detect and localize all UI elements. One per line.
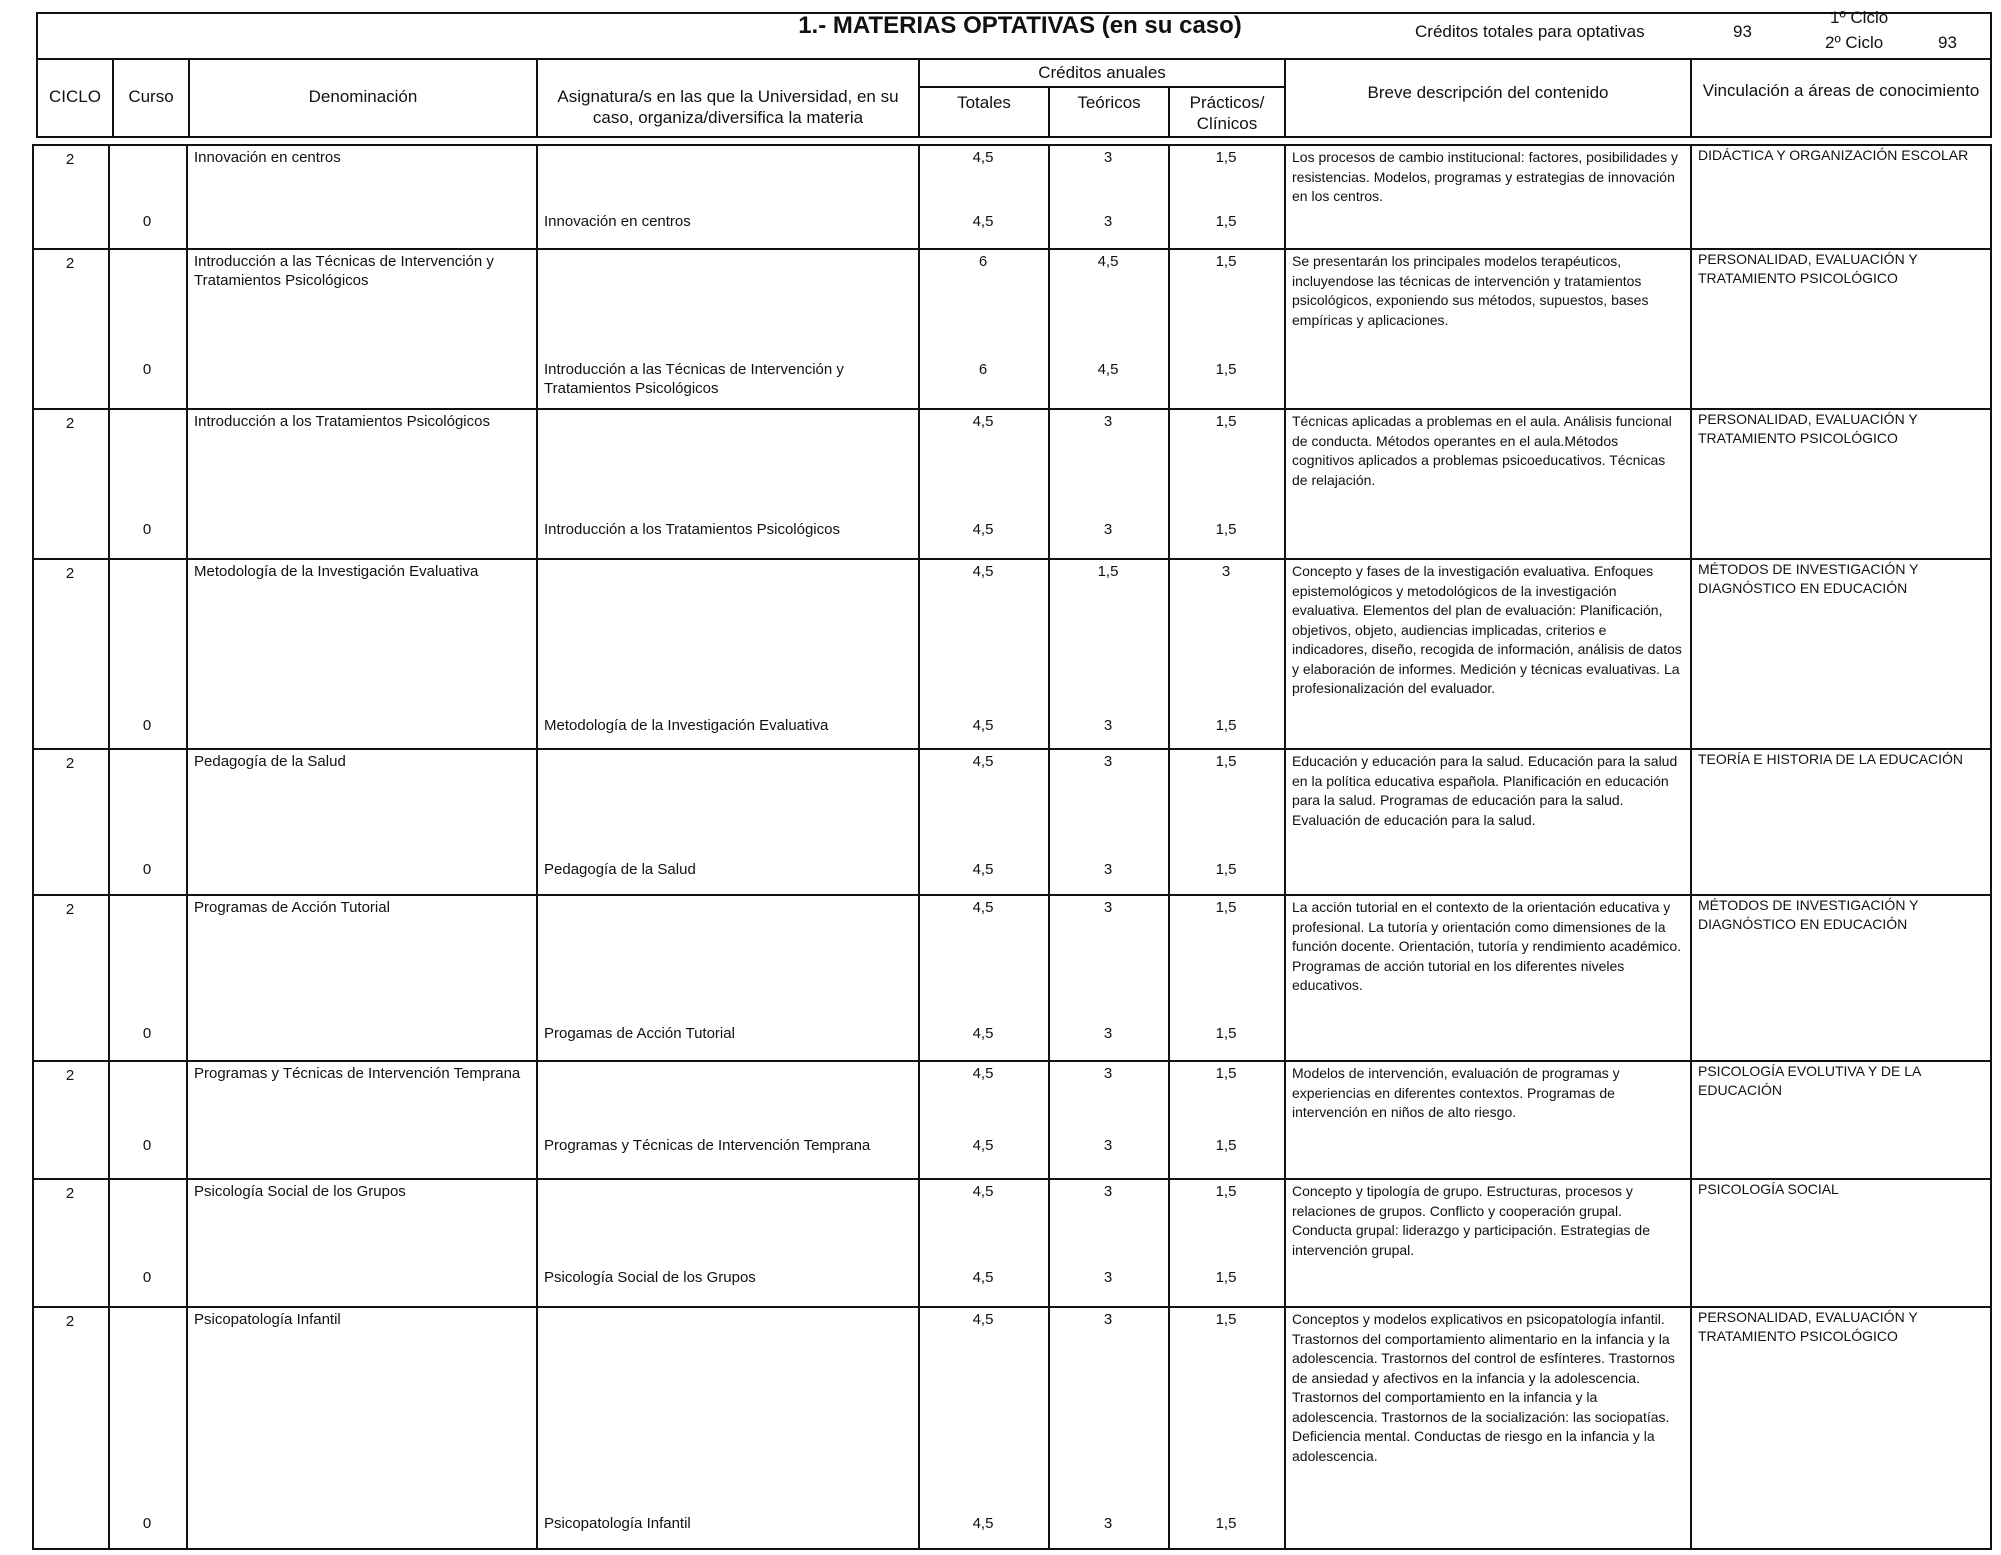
col-header-ciclo: CICLO xyxy=(49,87,101,106)
col-divider xyxy=(1284,748,1286,894)
sub-teoricos-cell: 3 xyxy=(1103,1137,1113,1154)
ciclo1-label: 1º Ciclo xyxy=(1830,8,1889,27)
curso-cell: 0 xyxy=(142,361,152,378)
col-divider xyxy=(1284,408,1286,558)
teoricos-cell: 3 xyxy=(1103,149,1113,166)
totales-cell: 4,5 xyxy=(972,753,994,770)
totales-cell: 4,5 xyxy=(972,1311,994,1328)
col-divider xyxy=(918,1306,920,1548)
col-divider xyxy=(186,894,188,1060)
descripcion-cell: Técnicas aplicadas a problemas en el aula. Análisis funcional de conducta. Métodos operantes en el aula.Métodos cognitivos aplicados a problemas psicoeducativos. Técnicas de relajación. xyxy=(1292,413,1672,488)
sub-teoricos-cell: 3 xyxy=(1103,521,1113,538)
sub-teoricos-cell: 4,5 xyxy=(1097,361,1119,378)
col-divider xyxy=(186,1306,188,1548)
denominacion-cell: Pedagogía de la Salud xyxy=(194,753,346,770)
curso-cell: 0 xyxy=(142,717,152,734)
table-row xyxy=(32,558,1992,748)
denominacion-cell: Psicopatología Infantil xyxy=(194,1311,341,1328)
col-divider xyxy=(1690,748,1692,894)
credits-total: 93 xyxy=(1733,22,1752,41)
curso-cell: 0 xyxy=(142,1025,152,1042)
denominacion-cell: Introducción a las Técnicas de Intervención y Tratamientos Psicológicos xyxy=(194,253,494,289)
descripcion-cell: Modelos de intervención, evaluación de programas y experiencias en diferentes contextos. Programas de intervención en niños de alto riesgo. xyxy=(1292,1065,1620,1120)
col-header-denominacion: Denominación xyxy=(308,87,418,106)
sub-totales-cell: 4,5 xyxy=(972,1137,994,1154)
sub-totales-cell: 4,5 xyxy=(972,861,994,878)
sub-teoricos-cell: 3 xyxy=(1103,1025,1113,1042)
col-divider xyxy=(1048,248,1050,408)
ciclo-cell: 2 xyxy=(65,1185,75,1202)
col-divider xyxy=(536,408,538,558)
teoricos-cell: 1,5 xyxy=(1097,563,1119,580)
table-row xyxy=(32,1060,1992,1178)
sub-practicos-cell: 1,5 xyxy=(1215,213,1237,230)
totales-cell: 4,5 xyxy=(972,1065,994,1082)
area-cell: PERSONALIDAD, EVALUACIÓN Y TRATAMIENTO PSICOLÓGICO xyxy=(1698,251,1918,286)
ciclo-cell: 2 xyxy=(65,255,75,272)
teoricos-cell: 3 xyxy=(1103,1311,1113,1328)
col-divider xyxy=(1284,1060,1286,1178)
practicos-cell: 1,5 xyxy=(1215,253,1237,270)
area-cell: MÉTODOS DE INVESTIGACIÓN Y DIAGNÓSTICO EN EDUCACIÓN xyxy=(1698,561,1919,596)
col-divider xyxy=(536,1060,538,1178)
col-divider xyxy=(108,1306,110,1548)
col-divider xyxy=(1690,1306,1692,1548)
col-divider xyxy=(1168,248,1170,408)
descripcion-cell: Concepto y tipología de grupo. Estructuras, procesos y relaciones de grupos. Conflicto y cooperación grupal. Conducta grupal: liderazgo y participación. Estrategias de intervención grupal. xyxy=(1292,1183,1650,1258)
descripcion-cell: Los procesos de cambio institucional: factores, posibilidades y resistencias. Modelos, programas y estrategias de innovación en los centros. xyxy=(1292,149,1678,204)
area-cell: PERSONALIDAD, EVALUACIÓN Y TRATAMIENTO PSICOLÓGICO xyxy=(1698,411,1918,446)
area-cell: PSICOLOGÍA EVOLUTIVA Y DE LA EDUCACIÓN xyxy=(1698,1063,1921,1098)
col-divider xyxy=(1048,1306,1050,1548)
ciclo-cell: 2 xyxy=(65,151,75,168)
col-divider xyxy=(1284,1306,1286,1548)
sub-practicos-cell: 1,5 xyxy=(1215,1269,1237,1286)
col-divider xyxy=(536,248,538,408)
col-divider xyxy=(536,144,538,248)
ciclo-cell: 2 xyxy=(65,565,75,582)
col-divider xyxy=(186,558,188,748)
curso-cell: 0 xyxy=(142,861,152,878)
totales-cell: 6 xyxy=(978,253,988,270)
practicos-cell: 1,5 xyxy=(1215,1065,1237,1082)
asignatura-cell: Programas y Técnicas de Intervención Temprana xyxy=(544,1137,871,1154)
practicos-cell: 1,5 xyxy=(1215,753,1237,770)
table-bottom-border xyxy=(32,1548,1992,1550)
descripcion-cell: Conceptos y modelos explicativos en psicopatología infantil. Trastornos del comportamiento alimentario en la infancia y la adolescencia. Trastornos del control de esfínteres. Trastornos de ansiedad y afectivos en la infancia y la adolescencia. Trastornos del comportamiento en la infancia y la adolescencia. Trastornos de la socialización: las sociopatías. Deficiencia mental. Conductas de riesgo en la infancia y la adolescencia. xyxy=(1292,1311,1675,1464)
col-divider xyxy=(186,248,188,408)
teoricos-cell: 3 xyxy=(1103,1183,1113,1200)
table-row xyxy=(32,408,1992,558)
table-row xyxy=(32,248,1992,408)
col-header-curso: Curso xyxy=(128,87,174,106)
totales-cell: 4,5 xyxy=(972,1183,994,1200)
asignatura-cell: Psicología Social de los Grupos xyxy=(544,1269,756,1286)
col-divider xyxy=(108,248,110,408)
asignatura-cell: Introducción a las Técnicas de Intervención y Tratamientos Psicológicos xyxy=(544,361,844,397)
totales-cell: 4,5 xyxy=(972,413,994,430)
col-divider xyxy=(536,748,538,894)
denominacion-cell: Psicología Social de los Grupos xyxy=(194,1183,406,1200)
col-divider xyxy=(1690,144,1692,248)
area-cell: PSICOLOGÍA SOCIAL xyxy=(1698,1181,1839,1197)
col-divider xyxy=(1690,1060,1692,1178)
col-divider xyxy=(1690,408,1692,558)
sub-teoricos-cell: 3 xyxy=(1103,213,1113,230)
ciclo-cell: 2 xyxy=(65,755,75,772)
col-divider xyxy=(536,894,538,1060)
ciclo-cell: 2 xyxy=(65,1067,75,1084)
practicos-cell: 1,5 xyxy=(1215,149,1237,166)
col-divider xyxy=(1690,558,1692,748)
col-header-asignaturas: Asignatura/s en las que la Universidad, en su caso, organiza/diversifica la materia xyxy=(557,87,899,127)
sub-teoricos-cell: 3 xyxy=(1103,861,1113,878)
sub-practicos-cell: 1,5 xyxy=(1215,1515,1237,1532)
col-divider xyxy=(1284,1178,1286,1306)
practicos-cell: 3 xyxy=(1221,563,1231,580)
sub-totales-cell: 4,5 xyxy=(972,717,994,734)
practicos-cell: 1,5 xyxy=(1215,899,1237,916)
curso-cell: 0 xyxy=(142,1137,152,1154)
col-header-totales: Totales xyxy=(957,93,1011,112)
credits-label: Créditos totales para optativas xyxy=(1415,22,1645,41)
col-divider xyxy=(1284,894,1286,1060)
ciclo2-value: 93 xyxy=(1938,33,1957,52)
col-header-creditos: Créditos anuales xyxy=(1038,63,1166,82)
ciclo-cell: 2 xyxy=(65,1313,75,1330)
col-divider xyxy=(536,1178,538,1306)
teoricos-cell: 4,5 xyxy=(1097,253,1119,270)
col-divider xyxy=(536,558,538,748)
col-divider xyxy=(1690,894,1692,1060)
col-divider xyxy=(186,1178,188,1306)
col-divider xyxy=(1284,558,1286,748)
area-cell: TEORÍA E HISTORIA DE LA EDUCACIÓN xyxy=(1698,751,1964,767)
col-divider xyxy=(536,1306,538,1548)
sub-totales-cell: 6 xyxy=(978,361,988,378)
teoricos-cell: 3 xyxy=(1103,1065,1113,1082)
sub-totales-cell: 4,5 xyxy=(972,213,994,230)
denominacion-cell: Innovación en centros xyxy=(194,149,341,166)
table-row xyxy=(32,894,1992,1060)
area-cell: DIDÁCTICA Y ORGANIZACIÓN ESCOLAR xyxy=(1698,147,1969,163)
asignatura-cell: Metodología de la Investigación Evaluativa xyxy=(544,717,829,734)
col-header-descripcion: Breve descripción del contenido xyxy=(1367,83,1609,102)
denominacion-cell: Programas y Técnicas de Intervención Temprana xyxy=(194,1065,521,1082)
descripcion-cell: Educación y educación para la salud. Educación para la salud en la política educativa española. Planificación en educación para la salud. Programas de educación para la salud. Evaluación de educación para la salud. xyxy=(1292,753,1678,828)
teoricos-cell: 3 xyxy=(1103,413,1113,430)
sub-totales-cell: 4,5 xyxy=(972,521,994,538)
descripcion-cell: La acción tutorial en el contexto de la orientación educativa y profesional. La tutoría y orientación como dimensiones de la función docente. Orientación, tutoría y rendimiento académico. Programas de acción tutorial en los diferentes niveles educativos. xyxy=(1292,899,1682,993)
sub-practicos-cell: 1,5 xyxy=(1215,861,1237,878)
area-cell: PERSONALIDAD, EVALUACIÓN Y TRATAMIENTO PSICOLÓGICO xyxy=(1698,1309,1918,1344)
teoricos-cell: 3 xyxy=(1103,899,1113,916)
denominacion-cell: Metodología de la Investigación Evaluativa xyxy=(194,563,479,580)
col-divider xyxy=(108,1060,110,1178)
col-divider xyxy=(1168,1306,1170,1548)
asignatura-cell: Progamas de Acción Tutorial xyxy=(544,1025,735,1042)
practicos-cell: 1,5 xyxy=(1215,1311,1237,1328)
sub-teoricos-cell: 3 xyxy=(1103,1515,1113,1532)
asignatura-cell: Introducción a los Tratamientos Psicológicos xyxy=(544,521,840,538)
col-header-teoricos: Teóricos xyxy=(1077,93,1141,112)
asignatura-cell: Pedagogía de la Salud xyxy=(544,861,696,878)
totales-cell: 4,5 xyxy=(972,563,994,580)
totales-cell: 4,5 xyxy=(972,149,994,166)
sub-practicos-cell: 1,5 xyxy=(1215,717,1237,734)
practicos-cell: 1,5 xyxy=(1215,413,1237,430)
curso-cell: 0 xyxy=(142,521,152,538)
curso-cell: 0 xyxy=(142,1269,152,1286)
table-row xyxy=(32,1306,1992,1548)
col-divider xyxy=(1284,144,1286,248)
col-divider xyxy=(186,1060,188,1178)
curso-cell: 0 xyxy=(142,1515,152,1532)
col-divider xyxy=(186,408,188,558)
sub-practicos-cell: 1,5 xyxy=(1215,1137,1237,1154)
curso-cell: 0 xyxy=(142,213,152,230)
table-row xyxy=(32,1178,1992,1306)
ciclo-cell: 2 xyxy=(65,415,75,432)
practicos-cell: 1,5 xyxy=(1215,1183,1237,1200)
denominacion-cell: Programas de Acción Tutorial xyxy=(194,899,390,916)
col-divider xyxy=(1690,1178,1692,1306)
col-divider xyxy=(1690,248,1692,408)
table-row xyxy=(32,144,1992,248)
table-row xyxy=(32,748,1992,894)
ciclo2-label: 2º Ciclo xyxy=(1825,33,1884,52)
sub-totales-cell: 4,5 xyxy=(972,1515,994,1532)
col-divider xyxy=(186,144,188,248)
area-cell: MÉTODOS DE INVESTIGACIÓN Y DIAGNÓSTICO EN EDUCACIÓN xyxy=(1698,897,1919,932)
sub-totales-cell: 4,5 xyxy=(972,1269,994,1286)
sub-practicos-cell: 1,5 xyxy=(1215,361,1237,378)
page-title: 1.- MATERIAS OPTATIVAS (en su caso) xyxy=(798,12,1242,39)
col-header-vinculacion: Vinculación a áreas de conocimiento xyxy=(1702,81,1980,100)
col-divider xyxy=(108,144,110,248)
col-divider xyxy=(186,748,188,894)
descripcion-cell: Concepto y fases de la investigación evaluativa. Enfoques epistemológicos y metodológicos de la investigación evaluativa. Elementos del plan de evaluación: Planificación, objetivos, objeto, audiencias implicadas, criterios e indicadores, diseño, recogida de información, análisis de datos y elaboración de informes. Medición y técnicas evaluativas. La profesionalización del evaluador. xyxy=(1292,563,1682,696)
descripcion-cell: Se presentarán los principales modelos terapéuticos, incluyendose las técnicas de intervención y tratamientos psicológicos, exponiendo sus métodos, supuestos, bases empíricas y aplicaciones. xyxy=(1292,253,1649,328)
sub-teoricos-cell: 3 xyxy=(1103,717,1113,734)
teoricos-cell: 3 xyxy=(1103,753,1113,770)
col-divider xyxy=(1284,248,1286,408)
asignatura-cell: Psicopatología Infantil xyxy=(544,1515,691,1532)
sub-practicos-cell: 1,5 xyxy=(1215,521,1237,538)
asignatura-cell: Innovación en centros xyxy=(544,213,691,230)
col-divider xyxy=(918,248,920,408)
sub-totales-cell: 4,5 xyxy=(972,1025,994,1042)
col-header-practicos: Prácticos/ Clínicos xyxy=(1189,93,1265,133)
sub-teoricos-cell: 3 xyxy=(1103,1269,1113,1286)
denominacion-cell: Introducción a los Tratamientos Psicológicos xyxy=(194,413,490,430)
sub-practicos-cell: 1,5 xyxy=(1215,1025,1237,1042)
totales-cell: 4,5 xyxy=(972,899,994,916)
ciclo-cell: 2 xyxy=(65,901,75,918)
